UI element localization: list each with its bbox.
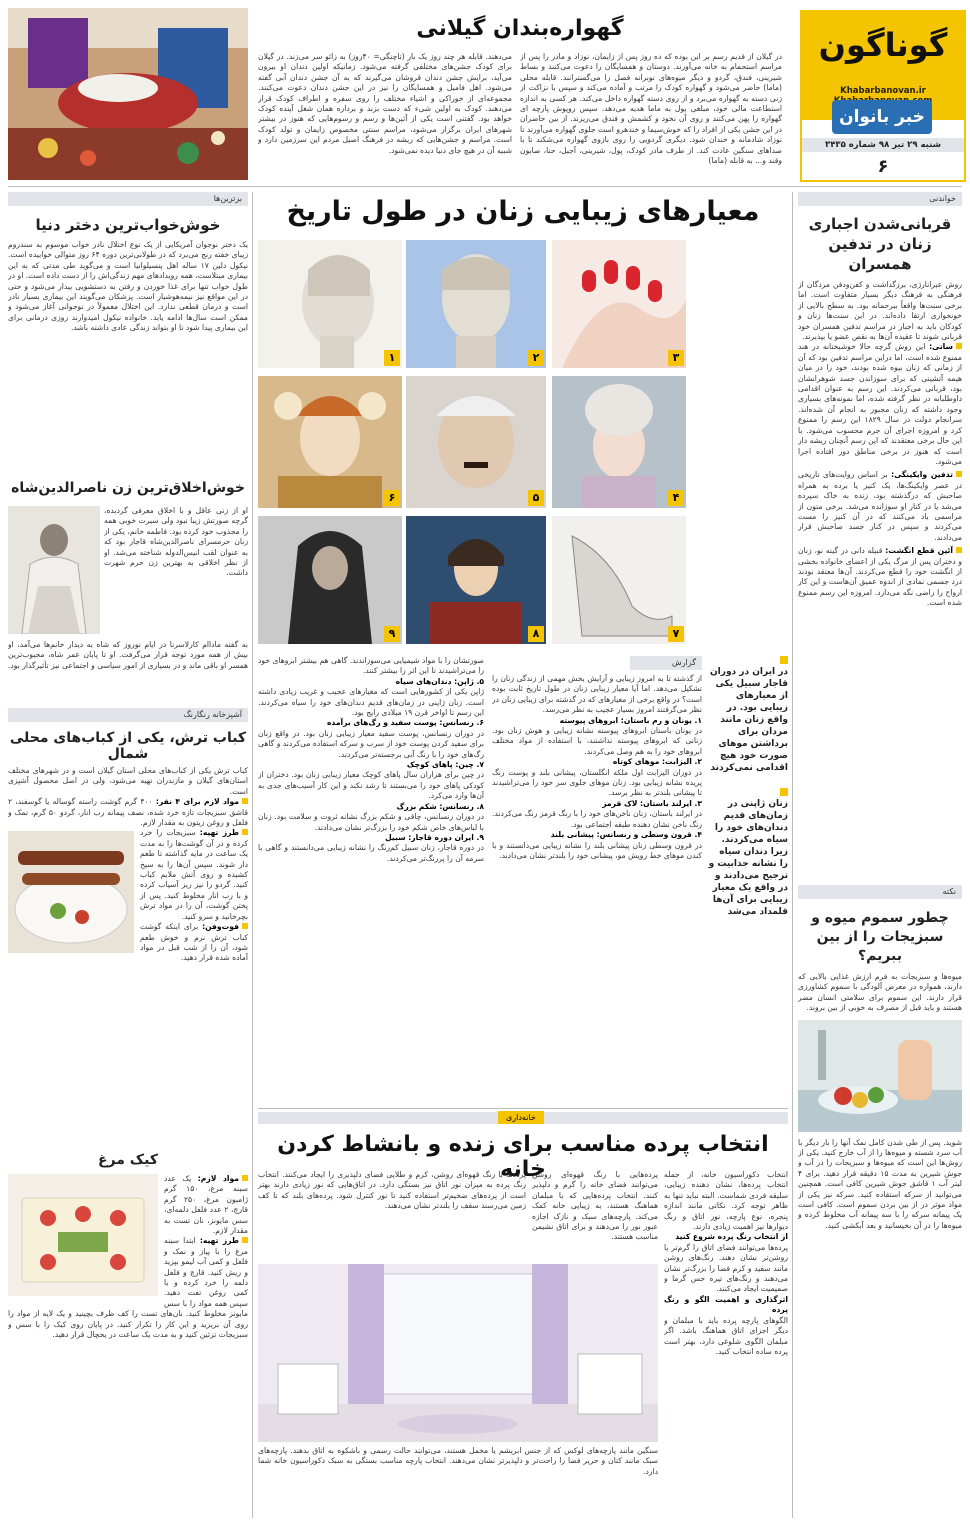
- beauty-sub-4: ۴. قرون وسطی و رنسانس: پیشانی بلند: [550, 830, 702, 840]
- masthead: [800, 10, 966, 182]
- beauty-c2-sub-3: ۷. چین: پاهای کوچک: [406, 760, 484, 770]
- sleep-article: [8, 192, 248, 476]
- chicken-cake-article: [8, 1152, 248, 1518]
- sacrifice-intro: روش عبرانارژی، برزگداشت و کفن‌ودفن مردگان از فرهنگی به فرهنگ دیگر بسیار متفاوت است. اما برخی سنت‌ها واقعاً بیرحمانه بود. به سطح بالایی از خونخواری ارتقا داده‌اند. در این سنت‌ها زنان و کودکان باید به اجبار در مراسم تدفین همسران خود قربانی شوند تا عقیده آن‌ها به نقص عضو یا بپذیرند.: [798, 280, 962, 342]
- curtain-tag: خانه‌داری: [498, 1111, 544, 1124]
- kabab-dish-image: [8, 831, 134, 953]
- bullet-icon: [242, 1237, 248, 1243]
- sacrifice-s1-title: ساتی:: [929, 342, 953, 352]
- sleep-body: یک دختر نوجوان آمریکایی از یک نوع اختلال نادر خواب موسوم به سندروم زیبای خفته رنج می‌برد که در طولانی‌ترین دوره ۶۴ روز متوالی خوابیده است. نیکول دلین ۱۷ ساله اهل پنسیلوانیا است و می‌گوید طی مدتی که به این بیماری مبتلاست، همه رویدادهای مهم زندگی‌اش را از دست داده است. او در طول خواب تنها برای غذا خوردن و رفتن به دستشویی بیدار می‌شود و حتی در این مواقع نیز نیمه‌هوشیار است. پزشکان می‌گویند این بیماری بسیار نادر است و درمان قطعی ندارد. این اختلال معمولاً در نوجوانی آغاز می‌شود و ممکن است سال‌ها ادامه یابد. خانواده نیکول امیدوارند روزی درمانی برای این بیماری پیدا شود تا او بتواند زندگی عادی داشته باشد.: [8, 240, 248, 333]
- kabab-tip-text: برای اینکه گوشت کباب ترش نرم و خوش طعم شود، آن را از شب قبل در مواد آماده شده قرار دهید.: [140, 922, 248, 963]
- washing-vegetables-image: [798, 1020, 962, 1132]
- curtain-col-4: سنگین مانند پارچه‌های لوکس که از جنس ابریشم یا مخمل هستند، می‌توانند حالت رسمی و باشکوه به اتاق بدهند. پارچه‌های سبک مانند کتان و حریر فضا را راحت‌تر و دلپذیرتر نشان می‌دهند. انتخاب پارچه مناسب بستگی به سبک دکوراسیون خانه شما دارد.: [258, 1446, 658, 1476]
- renaissance-portrait-art: [406, 516, 546, 644]
- bullet-icon: [956, 343, 962, 349]
- bullet-icon: [242, 798, 248, 804]
- issue-line: شنبه ۲۹ تیر ۹۸ شماره ۳۴۳۵: [802, 138, 964, 152]
- curtain-photo: [258, 1264, 658, 1442]
- beauty-c2-p-5: در دوره قاجار، زنان سبیل کم‌رنگ را نشانه زیبایی می‌دانستند و گاهی با سرمه آن را پررنگ‌تر می‌کردند.: [258, 843, 484, 863]
- cradle-title: گهواره‌بندان گیلانی: [416, 16, 624, 41]
- kabab-title: کباب ترش، یکی از کباب‌های محلی شمال: [9, 730, 247, 762]
- toxins-body-2: شوید. پس از طی شدن کامل نمک آنها را بار دیگر با آب سرد شسته و میوه‌ها را از آب خارج کنید. یکی از روش‌ها این است که میوه‌ها و سبزیجات را در آب و جوش شیرین به مدت ۱۵ دقیقه قرار دهید. برای ۴ لیتر آب ۱ قاشق جوش شیرین کافی است. همچنین می‌توانید از سرکه استفاده کنید. سرکه نیز یکی از مواد موثر در از بین بردن سموم است. کافی است یک پیمانه سرکه را با سه پیمانه آب مخلوط کرده و میوه‌ها را در آن بخیسانید و بعد آبکشی کنید.: [798, 1137, 962, 1230]
- sacrifice-s3-text: قبیله دانی در گینه نو، زنان و دختران پس از مرگ یکی از اعضای خانواده بخشی از انگشت خود را قطع می‌کردند. آن‌ها معتقد بودند درد جسمی نمادی از اندوه عمیق آن‌هاست و این کار ارواح را راضی نگه می‌دارد. امروزه این رسم ممنوع شده است.: [798, 546, 962, 608]
- beauty-image-3: [552, 240, 686, 368]
- beauty-c2-sub-2: ۶. رنسانس: پوست سفید و رگ‌های برآمده: [326, 718, 484, 728]
- beauty-sidebar-1: در ایران در دوران قاجار سبیل یکی از معیارهای زیبایی بود. در واقع زنان مانند مردان برای برداشتن موهای صورت خود هیچ اقدامی نمی‌کردند: [710, 667, 788, 773]
- divider-top: [8, 186, 962, 187]
- sacrifice-s3-title: آئین قطع انگشت:: [885, 546, 954, 556]
- toxins-title: چطور سموم میوه و سبزیجات را از بین ببریم؟: [811, 910, 949, 964]
- statue-head-art: [258, 240, 402, 368]
- beauty-sub-1: ۱. یونان و رم باستان: ابروهای پیوسته: [559, 715, 702, 725]
- qajar-portrait-image: [8, 506, 100, 634]
- beauty-c2-sub-5: ۹. ایران دوره قاجار: سبیل: [385, 832, 484, 842]
- beauty-sub-3: ۳. ایرلند باستان: لاک قرمز: [602, 798, 702, 808]
- elizabeth-portrait-art: [258, 376, 402, 508]
- curtain-tag-bar: [258, 1112, 788, 1124]
- kabab-ing-title: مواد لازم برای ۴ نفر:: [155, 797, 239, 807]
- chicken-ing-text: یک عدد سینه مرغ، ۱۵۰ گرم ژامبون مرغ، ۲۵۰ گرم قارچ، ۲ عدد فلفل دلمه‌ای، سس مایونز، نان تست به مقدار لازم.: [164, 1174, 248, 1236]
- site-urls: Khabarbanovan.ir: [840, 86, 926, 96]
- bedroom-curtains-image: [258, 1264, 658, 1442]
- toxins-body-1: میوه‌ها و سبزیجات به فرم ارزش غذایی بالایی که دارند، همواره در معرض آلودگی با سموم کشاورزی قرار دارند. این سموم برای سلامتی انسان مضر هستند و باید قبل از مصرف به خوبی از بین بروند.: [798, 972, 962, 1013]
- beauty-c2-p-2: در دوران رنسانس، پوست سفید معیار زیبایی زنان بود. در واقع زنان برای سفید کردن پوست خود از سرب و سرکه استفاده می‌کردند و گاهی رگ‌های خود را با رنگ آبی برجسته‌تر می‌کردند.: [258, 728, 484, 759]
- sacrifice-title: قربانی‌شدن اجباری زنان در تدفین همسران: [808, 215, 952, 273]
- old-woman-art: [406, 376, 546, 508]
- kabab-prep-text: سبزیجات را خرد کرده و در آن گوشت‌ها را به مدت یک ساعت در مایه گذاشته تا طعم دار شوند. سپس آن‌ها را به سیخ کشیده و روی آتش ملایم کباب کنید. گردو را نیز ریز آسیاب کرده و با رب انار مخلوط کنید. پس از پختن گوشت، آن را در مواد ترش بچرخانید و سرو کنید.: [140, 828, 248, 921]
- bullet-icon: [956, 547, 962, 553]
- image-number-5: ۵: [528, 490, 544, 506]
- beauty-c2-sub-4: ۸. رنسانس: شکم بزرگ: [396, 801, 484, 811]
- chicken-cake-image: [8, 1174, 158, 1296]
- sacrifice-s2: [798, 470, 962, 543]
- bound-feet-art: [552, 516, 686, 644]
- qajar-title: خوش‌اخلاق‌ترین زن ناصرالدین‌شاه: [11, 480, 245, 496]
- chicken-prep-text: ابتدا سینه مرغ را با پیاز و نمک و فلفل و کمی آب لیمو بپزید و ریش کنید. قارچ و فلفل دلمه را خرد کرده و با کمی روغن تفت دهید. سپس همه مواد را با سس مایونز مخلوط کنید. نان‌های تست را کف ظرف بچینید و یک لایه از مواد را روی آن بریزید و این کار را تکرار کنید. در پایان روی کیک را با سس و سبزیجات تزئین کنید و به مدت یک ساعت در یخچال قرار دهید.: [8, 1236, 248, 1340]
- curtain-c1c: الگوهای پارچه پرده باید با مبلمان و دیگر اجزای اتاق هماهنگ باشد. اگر مبلمان الگوی شلوغی دارد، بهتر است پرده ساده انتخاب کنید.: [664, 1315, 788, 1356]
- toxins-tag: نکته: [798, 885, 962, 899]
- curtain-col-2: پرده‌هایی با رنگ قهوه‌ای روشن می‌توانند فضای خانه را گرم و دلپذیر کنند. انتخاب پرده‌هایی که با مبلمان هماهنگ هستند، به زیبایی خانه کمک می‌کند. پارچه‌های سبک و نازک اجازه عبور نور را می‌دهند و برای اتاق نشیمن مناسب هستند.: [532, 1170, 658, 1242]
- beauty-sidebar: [708, 656, 788, 1066]
- image-number-1: ۱: [384, 350, 400, 366]
- image-number-4: ۴: [668, 490, 684, 506]
- sacrifice-article: [798, 192, 962, 882]
- cradle-photo: [8, 8, 248, 180]
- beauty-sidebar-bullet-2: [780, 788, 788, 796]
- image-number-8: ۸: [528, 626, 544, 642]
- sacrifice-s2-text: بر اساس روایت‌های تاریخی در عصر وایکینگ‌ها، یک کنیز یا برده به همراه صاحبش که درگذشته بود، زنده به خاک سپرده می‌شد یا در کنار او سوزانده می‌شد. برخی متون از مراسمی یاد می‌کنند که در آن کنیز را مست می‌کردند و سپس در کنار جسد صاحبش قرار می‌دادند.: [798, 470, 962, 542]
- beauty-image-7: [552, 516, 686, 644]
- logo-text: خبر بانوان: [839, 107, 925, 127]
- beauty-image-5: [406, 376, 546, 508]
- cradle-col-2: می‌دهند. قابله هر چند روز یک بار (تاچنگی= ۴۰روز) به زائو سر می‌زند. در گیلان برای کودک جشن‌های مختلفی گرفته می‌شود. زمانیکه اولین دندان او بیرون می‌آید، برایش جشن دندان قروشان می‌گیرند که به آن جشن دندان آبی گفته می‌شود. اهل فامیل و همسایگان را نیز در این جشن دندان دعوت می‌کنند. مجموعه‌ای از خوراکی و اشیاء مختلف را روی سفره و اطراف کودک قرار می‌دهند. کودک به اولین شیء که دست بزند و برداره همان شغل آینده کودک خواهد بود. گفتنی است یکی از آئین‌ها و رسم و رسوم‌هایی که هنوز در بیشتر شهرهای ایران برگزار می‌شود، مراسم سنتی مخصوص زایمان و تولد کودک است. مراسم و جشن‌هایی که ریشه در فرهنگ اصیل مردم این سرزمین دارد و شبیه آن در هیچ جای دنیا دیده نمی‌شود.: [258, 52, 512, 155]
- chicken-prep-title: طرز تهیه:: [199, 1236, 239, 1246]
- sacrifice-s2-title: تدفین وایکینگی:: [891, 470, 953, 480]
- sacrifice-tag: خواندنی: [798, 192, 962, 206]
- sacrifice-s1: [798, 342, 962, 467]
- curtain-c1: انتخاب دکوراسیون خانه، از جمله انتخاب پرده‌ها، نشان دهنده زیبایی، سلیقه فردی شماست. البته نباید تنها به ظاهر توجه کرد. نکاتی مانند اندازه پنجره، نوع پارچه، نور اتاق و رنگ دیوارها نیز اهمیت زیادی دارند.: [664, 1170, 788, 1232]
- beauty-image-2: [406, 240, 546, 368]
- image-number-6: ۶: [384, 490, 400, 506]
- toxins-article: [798, 885, 962, 1517]
- sleep-tag: برترین‌ها: [8, 192, 248, 206]
- beauty-col-2: [258, 656, 484, 1066]
- section-title: گوناگون: [818, 26, 948, 64]
- beauty-col-1: [492, 656, 702, 1066]
- divider-center-bottom: [258, 1108, 788, 1109]
- divider-left-col: [252, 192, 253, 1518]
- beauty-image-9: [258, 516, 402, 644]
- kabab-prep-title: طرز تهیه:: [199, 828, 239, 838]
- chicken-title: کیک مرغ: [97, 1152, 158, 1168]
- page-number: ۶: [877, 156, 889, 177]
- beauty-c2-intro: صورتشان را با مواد شیمیایی می‌سوزاندند. گاهی هم بیشتر ابروهای خود را می‌تراشیدند تا این اثر را بیشتر کنند.: [258, 656, 484, 676]
- qajar-article: [8, 480, 248, 704]
- beauty-c2-p-4: در دوران رنسانس، چاقی و شکم بزرگ نشانه ثروت و سلامت بود. زنان با لباس‌های خاص شکم خود را بزرگ‌تر نشان می‌دادند.: [258, 812, 484, 832]
- toxins-photo: [798, 1020, 962, 1132]
- chicken-photo: [8, 1174, 158, 1296]
- curtain-col-3: پرده‌ها با رنگ قهوه‌ای روشن، کرم و طلایی فضای دلپذیری را ایجاد می‌کنند. انتخاب رنگ پرده به میزان نور اتاق نیز بستگی دارد. در اتاق‌هایی که نور زیادی دارند بهتر است از پرده‌های ضخیم‌تر استفاده کنید تا نور کنترل شود. پرده‌های بلند که تا کف زمین می‌رسند سقف را بلندتر نشان می‌دهند.: [258, 1170, 526, 1211]
- kabab-article: [8, 708, 248, 1148]
- kabab-tip-title: فوت‌وفن:: [202, 922, 239, 932]
- image-number-9: ۹: [384, 626, 400, 642]
- sleep-title: خوش‌خواب‌ترین دختر دنیا: [35, 216, 221, 234]
- image-number-3: ۳: [668, 350, 684, 366]
- sacrifice-s3: [798, 546, 962, 608]
- image-number-7: ۷: [668, 626, 684, 642]
- red-nails-art: [552, 240, 686, 368]
- divider-right-col: [792, 192, 793, 1518]
- curtain-c1-sub2: اثرگذاری و اهمیت الگو و رنگ پرده: [664, 1294, 788, 1315]
- beauty-image-1: [258, 240, 402, 368]
- beauty-image-4: [552, 376, 686, 508]
- beauty-title: معیارهای زیبایی زنان در طول تاریخ: [286, 196, 760, 227]
- cradle-photo-art: [8, 8, 248, 180]
- logo: [832, 100, 932, 134]
- bullet-icon: [242, 829, 248, 835]
- beauty-p-1: در یونان باستان ابروهای پیوسته نشانه زیبایی و هوش زنان بود. زنانی که ابروهای پیوسته نداشتند، با استفاده از مواد مختلف ابروهای خود را به هم وصل می‌کردند.: [492, 726, 702, 756]
- bullet-icon: [242, 1175, 248, 1181]
- bullet-icon: [956, 471, 962, 477]
- beauty-sidebar-bullet-1: [780, 656, 788, 664]
- beauty-image-8: [406, 516, 546, 644]
- sacrifice-s1-text: این روش گرچه حالا خوشبختانه در هند ممنوع شده است، اما دراین مراسم تدفین بود که آن از زمانی که زنان بیوه شده بودند، خود را در میان هیمه آتشینی که برای سوزاندن جسد شوهرانشان بود، قربانی می‌کردند. این رسم به عنوان اقدامی داوطلبانه در نظر گرفته شده، اما نمونه‌های بسیاری وجود داشته که زنان مجبور به انجام آن شده‌اند. سرانجام دولت در سال ۱۸۲۹ این رسم را ممنوع کرد و امروزه اجرای آن جرم محسوب می‌شود. با این حال برخی معتقدند که این رسم آنچنان ریشه دار است که هنوز در برخی مناطق دور افتاده اجرا می‌شود.: [798, 342, 962, 466]
- marie-antoinette-art: [552, 376, 686, 508]
- kabab-intro: کباب ترش یکی از کباب‌های محلی استان گیلان است و در شهرهای مختلف استان‌های گیلان و مازندران تهیه می‌شود، ولی در اصل محصول آشپزی است.: [8, 766, 248, 796]
- qajar-photo: [8, 506, 100, 634]
- kabab-tag: آشپزخانه رنگارنگ: [8, 708, 248, 722]
- qajar-body-2: به گفته ماداام کارلاسرنا در ایام نوروز که شاه به دیدار خانم‌ها می‌آمد، او بیش از همه مورد توجه قرار می‌گرفت. او تا پایان عمر شاه، محبوب‌ترین همسر او باقی ماند و در بسیاری از امور سیاسی و اجتماعی نیز تأثیرگذار بود.: [8, 640, 248, 670]
- kabab-photo: [8, 831, 134, 953]
- beauty-c2-p-3: در چین برای هزاران سال پاهای کوچک معیار زیبایی زنان بود. دختران از کودکی پاهای خود را می‌بستند تا رشد نکند و این کار آسیب‌های جدی به آن‌ها وارد می‌کرد.: [258, 770, 484, 801]
- beauty-tag: گزارش: [630, 656, 702, 670]
- curtain-title: انتخاب پرده مناسب برای زنده و بانشاط کردن خانه: [277, 1132, 769, 1182]
- cradle-col-1: در گیلان از قدیم رسم بر این بوده که ده روز پس از زایمان، نوزاد و مادر را پس از مراسم استحمام به خانه می‌آورند. دوستان و همسایگان را دعوت می‌کنند و بساط شیرینی، فندق، گردو و دیگر میوه‌های نوبرانه فصل را می‌گسترانند. قابله محلی (ماما) حاضر می‌شود و گهواره کودک را مرتب و آماده می‌کند و سپس با نزاکت از زنی دسته به گهواره می‌برد و از روی دسته گهواره داخل می‌کند. هر کسی به اندازه استطاعت مالی خود، مبلغی پول به ماما هدیه می‌دهد. سپس روپوش پارچه ای گهواره را پهن می‌کنند و روی آن نخود و کشمش و فندق می‌ریزند. از بین حاضران در این جشن یکی از افراد را که خوش‌سیما و خندهرو است جلوی گهواره می‌آورند تا نوزاد شادمانه و خندان شود. دیگری گردویی را روی بازوی گهواره می‌شکند تا با صداهای سنگین عادت کند. از طرف مادر کودک، پول، شیرینی، آجیل، حنا، صابون وقند و... به قابله (ماما): [520, 52, 782, 166]
- beauty-c2-p-1: ژاپن یکی از کشورهایی است که معیارهای عجیب و غریب زیادی داشته است. زنان ژاپنی در زمان‌های قدیم دندان‌های خود را سیاه می‌کردند. این رسم تا اواخر قرن ۱۹ میلادی رایج بود.: [258, 687, 484, 718]
- curtain-c1-sub: از انتخاب رنگ پرده شروع کنید: [675, 1232, 788, 1242]
- beauty-p-3: در ایرلند باستان، زنان ناخن‌های خود را با رنگ قرمز رنگ می‌کردند. رنگ ناخن نشان دهنده طبقه اجتماعی بود.: [492, 809, 702, 829]
- bullet-icon: [242, 923, 248, 929]
- beauty-sub-2: ۲. الیزابت: موهای کوتاه: [612, 757, 702, 767]
- curtain-c1b: پرده‌ها می‌توانند فضای اتاق را گرم‌تر یا روشن‌تر نشان دهند. رنگ‌های روشن مانند سفید و کرم فضا را بزرگ‌تر نشان می‌دهند و رنگ‌های تیره حس گرما و صمیمیت ایجاد می‌کنند.: [664, 1242, 788, 1294]
- beauty-p-2: در دوران الیزابت اول ملکه انگلستان، پیشانی بلند و پوست رنگ پریده نشانه زیبایی بود. زنان موهای جلوی سر خود را می‌تراشیدند تا پیشانی بلندتر به نظر برسد.: [492, 767, 702, 798]
- kabab-ing-text: ۴۰۰ گرم گوشت راسته گوساله یا گوسفند، ۲ قاشق سبزیجات تازه خرد شده، نصف پیمانه رب انار، گردو ۵۰ گرم، نمک و فلفل و روغن زیتون به مقدار لازم.: [8, 797, 248, 828]
- kabab-ingredients: [8, 797, 248, 828]
- chicken-ing-title: مواد لازم:: [197, 1174, 239, 1183]
- qajar-woman-art: [258, 516, 402, 644]
- bust-art: [406, 240, 546, 368]
- beauty-c2-sub-1: ۵. ژاپن: دندان‌های سیاه: [395, 676, 484, 686]
- qajar-body-1: او از زنی عاقل و با اخلاق معرفی گردیده، گرچه صورتش زیبا نبود ولی سیرت خوبی همه را مجذوب خود کرده بود. فاطمه خانم، یکی از زنان حرمسرای ناصرالدین‌شاه قاجار بود که به عنوان لقب انیس‌الدوله شناخته می‌شد. او از نظر اخلاقی به بهترین زن حرم شهرت داشت.: [104, 506, 248, 578]
- beauty-sidebar-2: زنان ژاپنی در زمان‌های قدیم دندان‌های خود را سیاه می‌کردند. زیرا دندان سیاه را نشانه جذابیت و ترجیح می‌دادند و در واقع یک معیار زیبایی برای آن‌ها قلمداد می‌شد: [708, 799, 788, 917]
- beauty-p-4: در قرون وسطی زنان پیشانی بلند را نشانه زیبایی می‌دانستند و با کندن موهای خط رویش مو، پیشانی خود را بلندتر نشان می‌دادند.: [492, 840, 702, 860]
- image-number-2: ۲: [528, 350, 544, 366]
- beauty-image-6: [258, 376, 402, 508]
- beauty-intro: از گذشته تا به امروز زیبایی و آرایش بخش مهمی از زندگی زنان را تشکیل می‌دهد. اما آیا معیار زیبایی زنان در طول تاریخ ثابت بوده است؟ در واقع برخی از معیارهای که در گذشته برای زیبایی زنان در نظر می‌گرفتند امروز بسیار عجیب به نظر می‌رسد.: [492, 674, 702, 715]
- curtain-col-1: [664, 1170, 788, 1518]
